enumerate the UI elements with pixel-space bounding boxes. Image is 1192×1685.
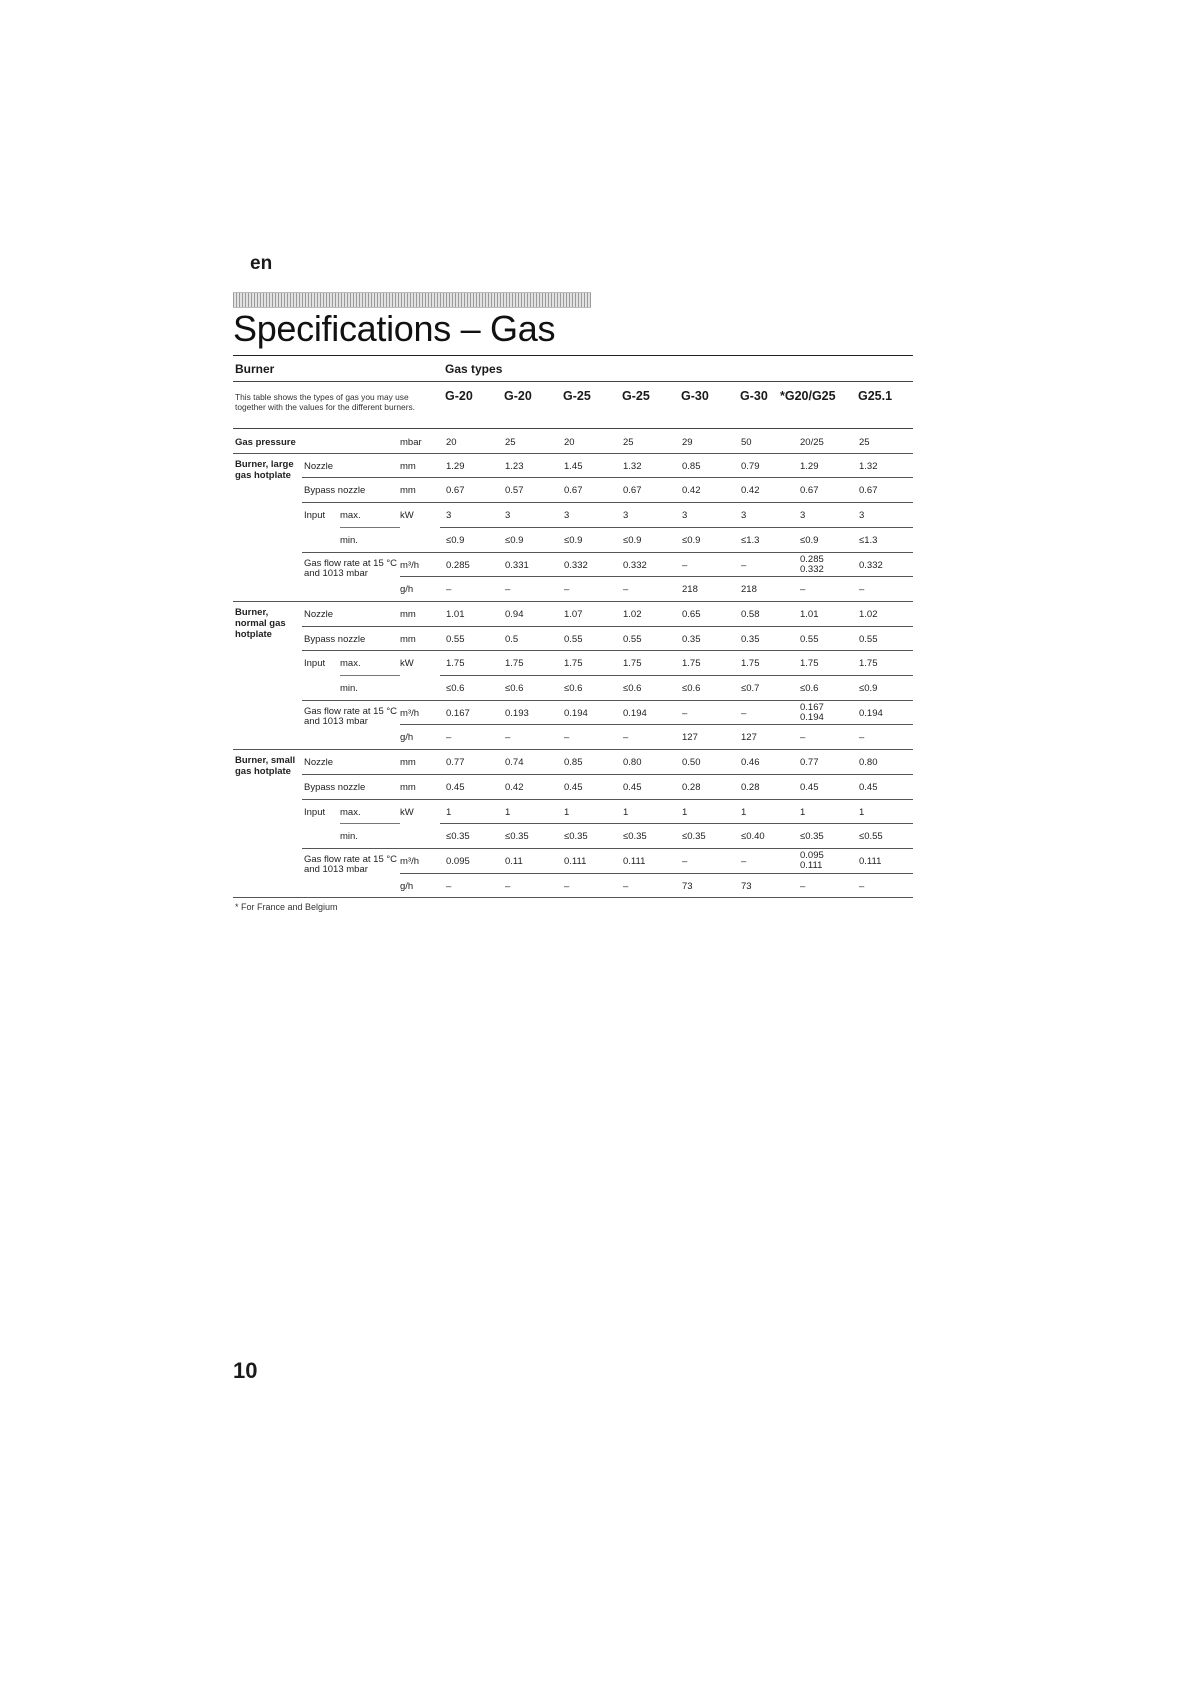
table-cell: 1: [505, 806, 511, 818]
row-rule: [400, 724, 913, 725]
table-cell: 0.28: [741, 781, 760, 793]
row-label: Gas flow rate at 15 °C and 1013 mbar: [304, 557, 398, 579]
table-cell: 0.79: [741, 460, 760, 472]
table-cell: –: [682, 855, 688, 867]
table-cell: –: [564, 732, 570, 744]
row-sublabel: max.: [340, 806, 361, 818]
table-cell: ≤0.7: [741, 683, 760, 694]
unit-label: g/h: [400, 880, 414, 892]
table-cell: 25: [505, 437, 516, 448]
row-rule: [302, 848, 913, 849]
table-cell: 218: [682, 584, 698, 596]
unit-label: mm: [400, 757, 416, 769]
table-cell: 0.42: [741, 485, 760, 497]
row-rule: [440, 527, 913, 528]
table-cell: 1: [859, 806, 865, 818]
page-title: Specifications – Gas: [233, 308, 556, 349]
unit-label: kW: [400, 510, 414, 522]
table-cell: 1.75: [682, 658, 701, 670]
table-cell: –: [859, 880, 865, 892]
table-cell: 0.194: [859, 707, 883, 719]
table-cell: 0.095 0.111: [800, 849, 824, 871]
row-rule: [400, 576, 913, 577]
table-cell: ≤0.35: [446, 831, 470, 843]
table-cell: 0.67: [623, 485, 642, 497]
table-cell: 0.111: [859, 855, 882, 867]
table-cell: ≤0.6: [564, 683, 583, 694]
table-cell: 0.5: [505, 633, 519, 645]
table-cell: 50: [741, 437, 752, 448]
table-cell: 0.11: [505, 855, 523, 867]
table-cell: –: [859, 584, 865, 596]
table-cell: 0.74: [505, 757, 524, 769]
table-cell: 0.331: [505, 559, 529, 571]
table-cell: –: [623, 880, 629, 892]
row-rule: [302, 700, 913, 701]
table-cell: ≤0.9: [682, 534, 701, 546]
row-rule: [440, 823, 913, 824]
table-cell: 0.332: [623, 559, 647, 571]
unit-label: mm: [400, 485, 416, 497]
table-cell: 0.167 0.194: [800, 701, 824, 723]
table-cell: 0.45: [800, 781, 819, 793]
table-cell: 0.58: [741, 608, 760, 620]
row-rule: [233, 749, 913, 750]
section-hatch-bar: [233, 292, 591, 308]
table-cell: –: [564, 880, 570, 892]
table-cell: 0.095: [446, 855, 470, 867]
table-cell: 0.67: [564, 485, 583, 497]
unit-label: mm: [400, 460, 416, 472]
table-cell: ≤1.3: [859, 534, 878, 546]
row-sublabel: min.: [340, 831, 358, 843]
table-cell: ≤0.6: [682, 683, 701, 694]
table-cell: 0.35: [741, 633, 760, 645]
table-cell: 0.28: [682, 781, 701, 793]
row-rule: [400, 873, 913, 874]
table-cell: 0.67: [800, 485, 819, 497]
table-cell: –: [505, 880, 511, 892]
row-rule: [302, 477, 913, 478]
gas-code-header: G-25: [563, 389, 591, 403]
table-cell: 1.02: [859, 608, 878, 620]
table-cell: –: [741, 707, 747, 719]
table-cell: –: [800, 584, 806, 596]
gas-pressure-label: Gas pressure: [235, 437, 296, 448]
row-sublabel: min.: [340, 534, 358, 546]
table-cell: 218: [741, 584, 757, 596]
table-cell: 0.45: [564, 781, 583, 793]
table-cell: 3: [564, 510, 570, 522]
table-cell: 0.65: [682, 608, 701, 620]
table-cell: 73: [741, 880, 752, 892]
row-rule: [302, 774, 913, 775]
table-cell: 3: [859, 510, 865, 522]
unit-label: m³/h: [400, 559, 419, 571]
column-header-gas-types: Gas types: [445, 362, 503, 376]
table-cell: 1.32: [859, 460, 878, 472]
table-cell: –: [505, 584, 511, 596]
row-rule: [233, 897, 913, 898]
row-label: Bypass nozzle: [304, 781, 366, 793]
table-cell: ≤0.9: [800, 534, 819, 546]
table-cell: 0.57: [505, 485, 524, 497]
unit-label: kW: [400, 806, 414, 818]
table-cell: 0.55: [859, 633, 878, 645]
burner-name: Burner, normal gas hotplate: [235, 606, 286, 640]
table-cell: 1.75: [859, 658, 878, 670]
burner-name: Burner, small gas hotplate: [235, 755, 296, 778]
table-cell: 1: [800, 806, 806, 818]
table-cell: 25: [623, 437, 634, 448]
row-label: Gas flow rate at 15 °C and 1013 mbar: [304, 705, 398, 727]
table-cell: 73: [682, 880, 693, 892]
table-cell: 1.29: [800, 460, 819, 472]
gas-code-header: G-20: [445, 389, 473, 403]
table-cell: ≤0.9: [623, 534, 642, 546]
row-label: Nozzle: [304, 608, 334, 620]
table-cell: 1: [446, 806, 452, 818]
table-cell: 127: [741, 732, 757, 744]
table-cell: 0.46: [741, 757, 760, 769]
table-cell: 3: [682, 510, 688, 522]
unit-label: m³/h: [400, 855, 419, 867]
row-label: Input: [304, 806, 326, 818]
table-cell: 3: [800, 510, 806, 522]
row-label: Input: [304, 658, 326, 670]
header-bottom-rule: [233, 428, 913, 429]
table-cell: ≤1.3: [741, 534, 760, 546]
table-cell: 1.01: [800, 608, 819, 620]
table-cell: 0.35: [682, 633, 701, 645]
table-cell: 1.01: [446, 608, 465, 620]
language-code: en: [250, 253, 273, 274]
table-cell: 0.85: [682, 460, 701, 472]
table-cell: 1.07: [564, 608, 583, 620]
row-rule: [340, 675, 400, 676]
row-rule: [302, 650, 913, 651]
table-cell: 1.29: [446, 460, 465, 472]
row-rule: [302, 799, 913, 800]
table-cell: 0.85: [564, 757, 583, 769]
table-cell: 0.77: [800, 757, 819, 769]
unit-label: mm: [400, 781, 416, 793]
table-cell: 0.42: [505, 781, 524, 793]
table-cell: 20/25: [800, 437, 824, 448]
table-cell: 1.02: [623, 608, 642, 620]
table-cell: 1.75: [800, 658, 819, 670]
gas-code-header: G-30: [740, 389, 768, 403]
table-cell: 0.45: [446, 781, 465, 793]
table-cell: 1: [682, 806, 688, 818]
table-cell: 0.332: [859, 559, 883, 571]
unit-label: mm: [400, 608, 416, 620]
table-cell: 3: [741, 510, 747, 522]
table-cell: –: [564, 584, 570, 596]
row-label: Bypass nozzle: [304, 633, 366, 645]
table-cell: 0.194: [564, 707, 588, 719]
table-cell: ≤0.35: [623, 831, 647, 843]
table-cell: 0.94: [505, 608, 524, 620]
row-sublabel: max.: [340, 510, 361, 522]
table-cell: ≤0.35: [800, 831, 824, 843]
table-cell: 20: [446, 437, 457, 448]
table-cell: ≤0.6: [800, 683, 819, 694]
table-cell: –: [623, 584, 629, 596]
row-label: Gas flow rate at 15 °C and 1013 mbar: [304, 853, 398, 875]
table-cell: –: [446, 732, 452, 744]
gas-code-header: G-20: [504, 389, 532, 403]
table-cell: 0.55: [446, 633, 465, 645]
table-cell: 127: [682, 732, 698, 744]
table-cell: ≤0.9: [564, 534, 583, 546]
table-cell: 0.50: [682, 757, 701, 769]
table-cell: ≤0.9: [859, 683, 878, 694]
table-cell: 0.77: [446, 757, 465, 769]
table-cell: –: [800, 880, 806, 892]
table-cell: ≤0.6: [623, 683, 642, 694]
burner-name: Burner, large gas hotplate: [235, 458, 294, 481]
table-cell: 0.55: [800, 633, 819, 645]
table-cell: 0.111: [623, 855, 646, 867]
table-cell: 3: [505, 510, 511, 522]
table-cell: ≤0.35: [505, 831, 529, 843]
table-cell: 0.111: [564, 855, 587, 867]
table-cell: –: [682, 707, 688, 719]
table-cell: 25: [859, 437, 870, 448]
table-cell: 0.285: [446, 559, 470, 571]
row-rule: [233, 601, 913, 602]
table-cell: 1: [623, 806, 629, 818]
row-label: Bypass nozzle: [304, 485, 366, 497]
table-cell: 1.23: [505, 460, 524, 472]
table-cell: 1.75: [564, 658, 583, 670]
table-cell: 0.80: [623, 757, 642, 769]
table-cell: 0.55: [564, 633, 583, 645]
row-rule: [340, 823, 400, 824]
table-cell: –: [741, 559, 747, 571]
gas-code-header: G-30: [681, 389, 709, 403]
table-cell: –: [800, 732, 806, 744]
table-cell: –: [859, 732, 865, 744]
table-cell: 0.194: [623, 707, 647, 719]
table-cell: 0.67: [859, 485, 878, 497]
table-cell: 3: [446, 510, 452, 522]
table-intro-text: This table shows the types of gas you may use together with the values for the different burners.: [235, 392, 416, 412]
table-cell: 1: [741, 806, 747, 818]
table-cell: ≤0.40: [741, 831, 765, 843]
footnote: * For France and Belgium: [235, 902, 338, 912]
unit-label: m³/h: [400, 707, 419, 719]
table-cell: –: [446, 880, 452, 892]
gas-code-header: *G20/G25: [780, 389, 836, 403]
unit-label: g/h: [400, 584, 414, 596]
table-cell: ≤0.55: [859, 831, 883, 843]
table-cell: 29: [682, 437, 693, 448]
table-cell: 0.45: [623, 781, 642, 793]
unit-label: mbar: [400, 437, 422, 448]
unit-label: kW: [400, 658, 414, 670]
table-cell: 1.75: [741, 658, 760, 670]
row-rule: [302, 502, 913, 503]
table-cell: ≤0.6: [505, 683, 524, 694]
table-cell: 0.55: [623, 633, 642, 645]
table-cell: –: [682, 559, 688, 571]
row-rule: [340, 527, 400, 528]
row-rule: [440, 675, 913, 676]
column-header-burner: Burner: [235, 362, 275, 376]
table-cell: ≤0.35: [564, 831, 588, 843]
table-cell: 1.75: [623, 658, 642, 670]
table-cell: –: [446, 584, 452, 596]
table-cell: –: [505, 732, 511, 744]
table-cell: 1.45: [564, 460, 583, 472]
table-cell: 0.80: [859, 757, 878, 769]
page-number: 10: [233, 1358, 258, 1383]
row-rule: [302, 626, 913, 627]
gas-code-header: G25.1: [858, 389, 893, 403]
table-cell: 1: [564, 806, 570, 818]
table-cell: ≤0.9: [505, 534, 524, 546]
table-cell: 1.32: [623, 460, 642, 472]
table-cell: –: [623, 732, 629, 744]
gas-code-header: G-25: [622, 389, 650, 403]
table-cell: 0.67: [446, 485, 465, 497]
unit-label: g/h: [400, 732, 414, 744]
unit-label: mm: [400, 633, 416, 645]
table-cell: 3: [623, 510, 629, 522]
table-cell: ≤0.9: [446, 534, 465, 546]
table-cell: 0.193: [505, 707, 529, 719]
row-label: Nozzle: [304, 757, 334, 769]
table-cell: 0.332: [564, 559, 588, 571]
row-sublabel: max.: [340, 658, 361, 670]
table-cell: 0.167: [446, 707, 470, 719]
table-cell: ≤0.6: [446, 683, 465, 694]
table-cell: 0.42: [682, 485, 701, 497]
row-label: Input: [304, 510, 326, 522]
row-sublabel: min.: [340, 683, 358, 694]
table-cell: 0.45: [859, 781, 878, 793]
table-cell: 0.285 0.332: [800, 553, 824, 575]
row-rule: [302, 552, 913, 553]
row-rule: [233, 453, 913, 454]
table-cell: ≤0.35: [682, 831, 706, 843]
table-cell: –: [741, 855, 747, 867]
table-cell: 1.75: [446, 658, 465, 670]
row-label: Nozzle: [304, 460, 334, 472]
table-top-rule: [233, 355, 913, 356]
header-rule: [233, 381, 913, 382]
table-cell: 1.75: [505, 658, 524, 670]
table-cell: 20: [564, 437, 575, 448]
